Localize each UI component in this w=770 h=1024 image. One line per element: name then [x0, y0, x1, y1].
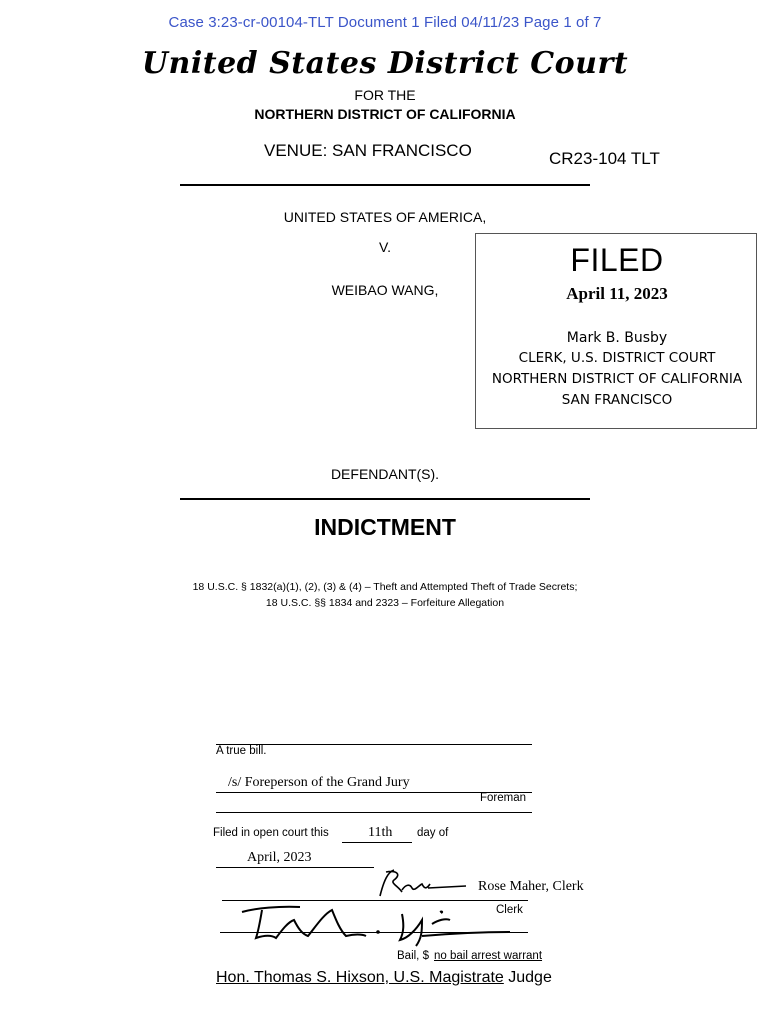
clerk-name: Rose Maher, Clerk — [478, 879, 584, 894]
plaintiff: UNITED STATES OF AMERICA, — [283, 209, 487, 225]
bail-label: Bail, $ — [397, 950, 429, 962]
case-header: Case 3:23-cr-00104-TLT Document 1 Filed 04/11/23 Page 1 of 7 — [168, 14, 602, 31]
caption-rule-bottom — [180, 498, 590, 500]
judge-name-underlined: Hon. Thomas S. Hixson, U.S. Magistrate — [216, 969, 504, 986]
filed-open-court-label: Filed in open court this — [213, 827, 329, 839]
district-name: NORTHERN DISTRICT OF CALIFORNIA — [254, 106, 516, 122]
clerk-label: Clerk — [496, 904, 523, 916]
filed-month-year: April, 2023 — [247, 850, 312, 865]
versus: V. — [379, 239, 391, 255]
judge-name — [216, 969, 552, 987]
judge-title: Judge — [503, 969, 552, 986]
stamp-clerk-name: Mark B. Busby — [566, 330, 668, 346]
filed-day: 11th — [368, 825, 393, 840]
filed-month-rule — [216, 867, 374, 868]
defendants-label: DEFENDANT(S). — [330, 466, 440, 482]
court-title: United States District Court — [141, 46, 629, 81]
foreman-rule — [216, 812, 532, 813]
day-of-label: day of — [417, 827, 449, 839]
stamp-district: NORTHERN DISTRICT OF CALIFORNIA — [491, 371, 743, 387]
case-number: CR23-104 TLT — [549, 149, 660, 168]
stamp-clerk-title: CLERK, U.S. DISTRICT COURT — [518, 350, 716, 366]
foreperson-signature: /s/ Foreperson of the Grand Jury — [228, 775, 410, 790]
defendant: WEIBAO WANG, — [331, 282, 439, 298]
stamp-city: SAN FRANCISCO — [561, 392, 673, 408]
judge-signature-rule — [220, 932, 528, 933]
clerk-signature — [372, 866, 472, 900]
true-bill-label: A true bill. — [216, 745, 267, 757]
filed-day-rule — [342, 842, 412, 843]
document-title: INDICTMENT — [314, 514, 456, 540]
for-the-label: FOR THE — [354, 87, 416, 103]
filed-stamp — [475, 233, 757, 429]
statute-line-1: 18 U.S.C. § 1832(a)(1), (2), (3) & (4) – Theft and Attempted Theft of Trade Secrets; — [192, 581, 578, 593]
stamp-date: April 11, 2023 — [566, 284, 668, 303]
venue: VENUE: SAN FRANCISCO — [264, 141, 472, 160]
statute-line-2: 18 U.S.C. §§ 1834 and 2323 – Forfeiture Allegation — [265, 597, 505, 609]
caption-rule-top — [180, 184, 590, 186]
stamp-heading: FILED — [570, 242, 664, 278]
foreman-label: Foreman — [480, 792, 527, 804]
bail-value: no bail arrest warrant — [434, 950, 543, 962]
judge-signature — [236, 900, 526, 950]
